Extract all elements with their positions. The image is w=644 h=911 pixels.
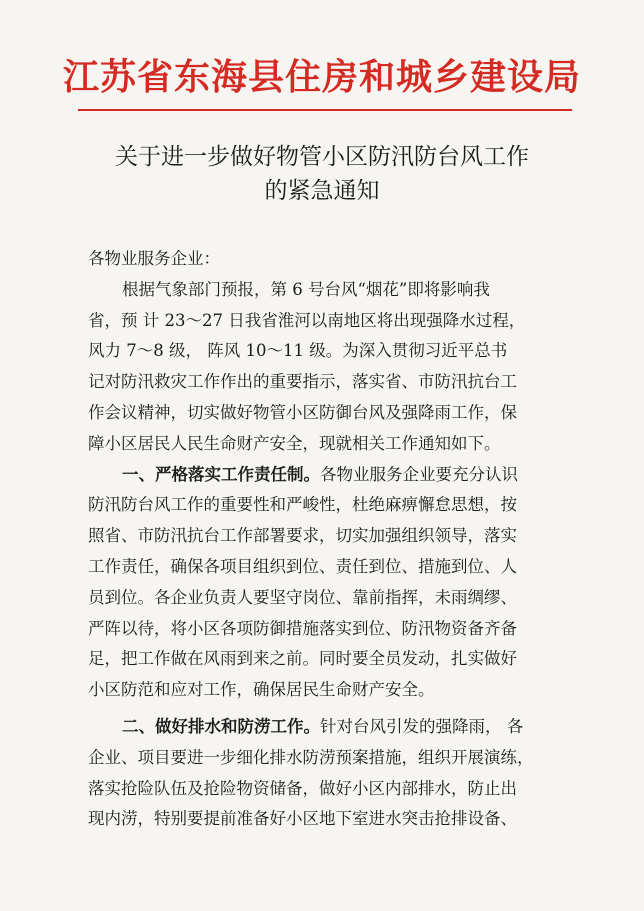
section-1-line: 严阵以待，将小区各项防御措施落实到位、防汛物资备齐备 — [88, 618, 517, 638]
letterhead-org-name: 江苏省东海县住房和城乡建设局 — [62, 56, 581, 98]
section-2-first-text: 针对台风引发的强降雨， 各 — [320, 716, 524, 736]
section-1-line: 员到位。各企业负责人要坚守岗位、靠前指挥，未雨绸缪、 — [88, 587, 517, 607]
section-1-heading: 一、严格落实工作责任制。 — [122, 464, 320, 484]
section-2-first-line — [88, 712, 566, 743]
notice-title — [0, 140, 644, 208]
section-1-line: 小区防范和应对工作，确保居民生命财产安全。 — [88, 680, 435, 700]
title-line-2: 的紧急通知 — [264, 178, 380, 204]
section-2-line: 现内涝，特别要提前准备好小区地下室进水突击抢排设备、 — [88, 809, 517, 829]
section-2-line: 落实抢险队伍及抢险物资储备，做好小区内部排水，防止出 — [88, 778, 517, 798]
salutation: 各物业服务企业： — [88, 249, 220, 268]
intro-line: 省，预 计 23～27 日我省淮河以南地区将出现强降水过程， — [88, 310, 526, 330]
intro-line: 障小区居民人民生命财产安全，现就相关工作通知如下。 — [88, 433, 501, 453]
section-2 — [88, 712, 566, 835]
section-1-line: 照省、市防汛抗台工作部署要求，切实加强组织领导，落实 — [88, 526, 517, 546]
section-1-first-line — [88, 460, 566, 491]
intro-line: 风力 7～8 级， 阵风 10～11 级。为深入贯彻习近平总书 — [88, 341, 508, 361]
section-2-heading: 二、做好排水和防涝工作。 — [122, 716, 320, 736]
section-1 — [88, 460, 566, 706]
letterhead-divider — [78, 109, 572, 111]
intro-line: 作会议精神，切实做好物管小区防御台风及强降雨工作，保 — [88, 402, 517, 422]
section-1-first-text: 各物业服务企业要充分认识 — [320, 464, 518, 484]
section-1-line: 足，把工作做在风雨到来之前。同时要全员发动，扎实做好 — [88, 649, 517, 669]
section-1-line: 防汛防台风工作的重要性和严峻性，杜绝麻痹懈怠思想，按 — [88, 495, 517, 515]
intro-line: 记对防汛救灾工作作出的重要指示，落实省、市防汛抗台工 — [88, 372, 517, 392]
intro-line: 根据气象部门预报，第 6 号台风“烟花”即将影响我 — [122, 279, 490, 299]
notice-body — [88, 244, 566, 835]
section-1-line: 工作责任，确保各项目组织到位、责任到位、措施到位、人 — [88, 556, 517, 576]
section-2-line: 企业、项目要进一步细化排水防涝预案措施，组织开展演练， — [88, 747, 534, 767]
intro-paragraph — [88, 275, 566, 460]
title-line-1: 关于进一步做好物管小区防汛防台风工作 — [115, 144, 529, 170]
